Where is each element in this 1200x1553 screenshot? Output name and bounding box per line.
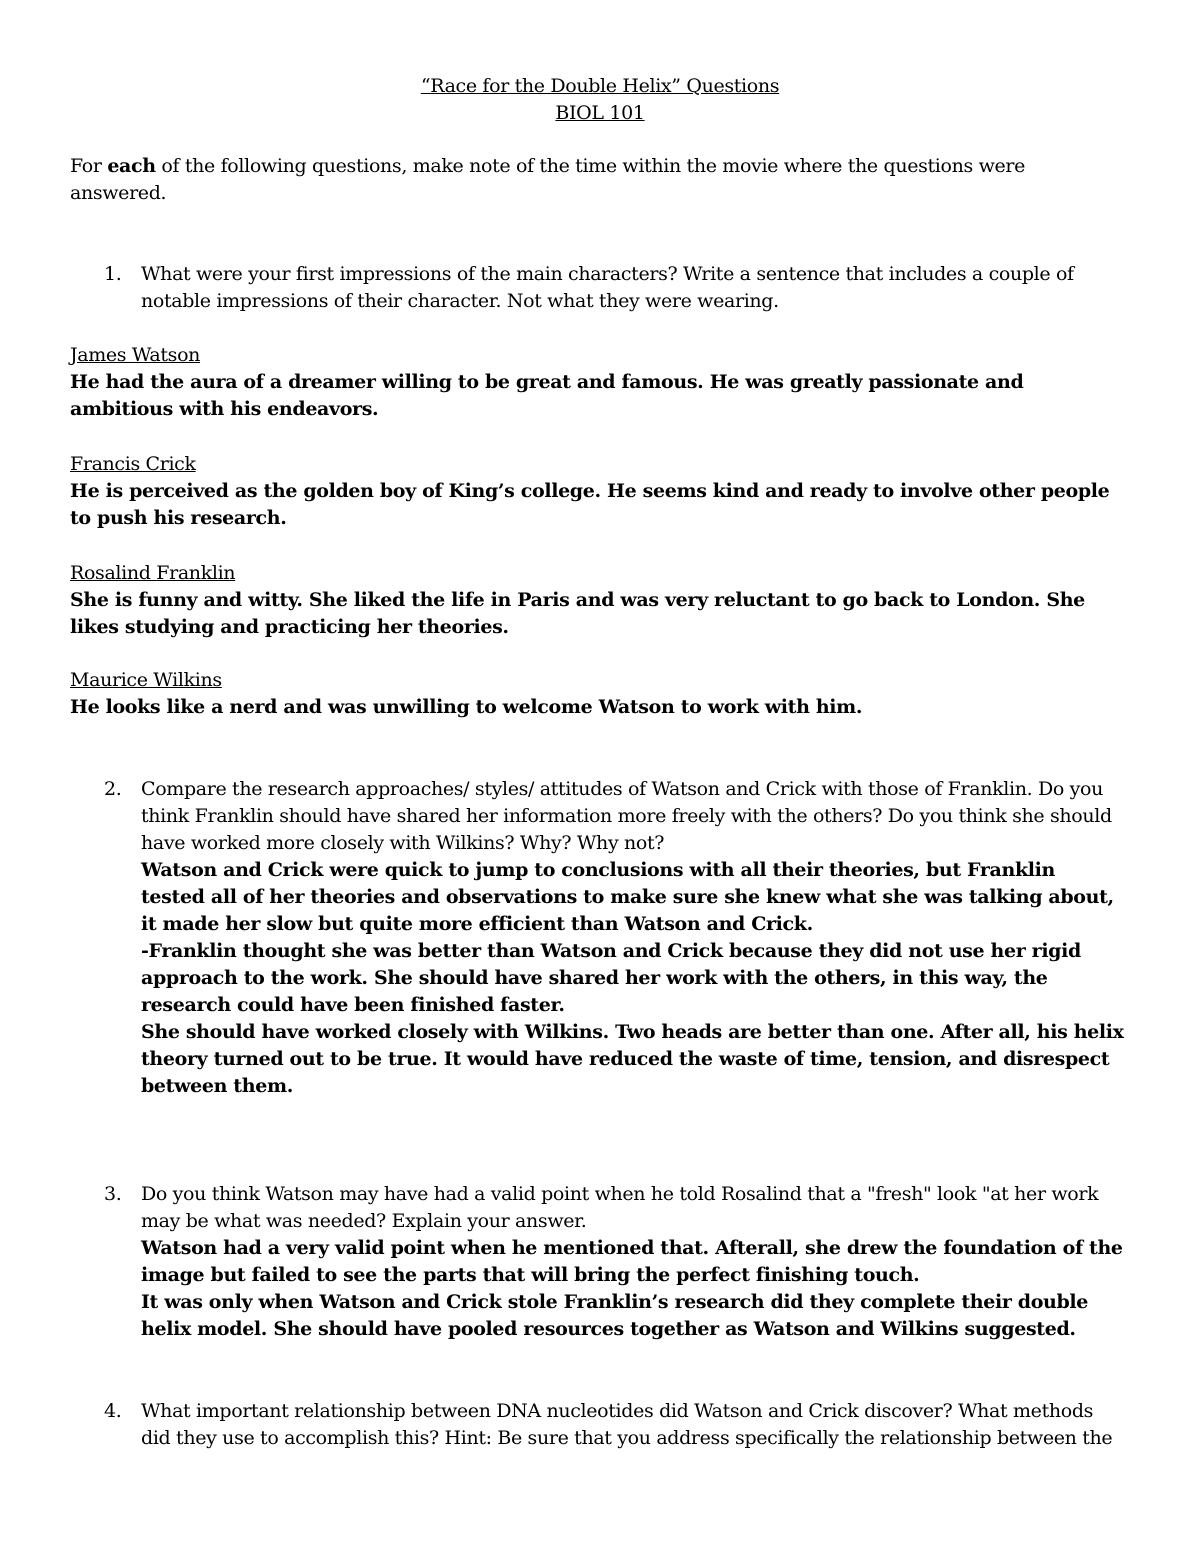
answer-paragraph-1: Watson and Crick were quick to jump to conclusions with all their theories, but Franklin tested all of her theories and observations to make sure she knew what she was talking about, it made her slow but quite more efficient than Watson and Crick. (141, 859, 1114, 935)
question-2 (104, 776, 1124, 1100)
character-answer: He is perceived as the golden boy of King’s college. He seems kind and ready to involve other people to push his research. (70, 480, 1110, 529)
character-answer: He looks like a nerd and was unwilling to welcome Watson to work with him. (70, 696, 863, 718)
answer-paragraph-2: It was only when Watson and Crick stole Franklin’s research did they complete their double helix model. She should have pooled resources together as Watson and Wilkins suggested. (141, 1291, 1089, 1340)
question-text: Compare the research approaches/ styles/ attitudes of Watson and Crick with those of Franklin. Do you think Franklin should have shared her information more freely with the others? Do you think she should have worked more closely with Wilkins? Why? Why not? (141, 778, 1112, 854)
character-name: Francis Crick (70, 453, 196, 475)
question-4 (104, 1398, 1124, 1452)
course-code: BIOL 101 (555, 102, 645, 124)
character-answer: He had the aura of a dreamer willing to be great and famous. He was greatly passionate and ambitious with his endeavors. (70, 371, 1024, 420)
character-name: Rosalind Franklin (70, 562, 236, 584)
character-francis-crick (70, 451, 1130, 532)
question-number: 2. (104, 778, 122, 800)
question-text: What were your first impressions of the main characters? Write a sentence that includes a couple of notable impressions of their character. Not what they were wearing. (141, 263, 1074, 312)
question-1 (104, 261, 1124, 315)
question-text: Do you think Watson may have had a valid point when he told Rosalind that a "fresh" look "at her work may be what was needed? Explain your answer. (141, 1183, 1099, 1232)
instructions-before: For (70, 155, 108, 177)
character-james-watson (70, 342, 1130, 423)
question-3 (104, 1181, 1124, 1343)
character-answer: She is funny and witty. She liked the life in Paris and was very reluctant to go back to London. She likes studying and practicing her theories. (70, 589, 1085, 638)
character-rosalind-franklin (70, 560, 1130, 641)
instructions (70, 153, 1080, 207)
document-title: “Race for the Double Helix” Questions (420, 75, 780, 97)
question-number: 1. (104, 263, 122, 285)
character-name: Maurice Wilkins (70, 669, 222, 691)
question-text: What important relationship between DNA nucleotides did Watson and Crick discover? What methods did they use to accomplish this? Hint: Be sure that you address specifically the relationship between the (141, 1400, 1113, 1449)
instructions-bold: each (107, 155, 156, 177)
character-name: James Watson (70, 344, 201, 366)
answer-paragraph-1: Watson had a very valid point when he mentioned that. Afterall, she drew the foundation of the image but failed to see the parts that will bring the perfect finishing touch. (141, 1237, 1123, 1286)
character-maurice-wilkins (70, 667, 1130, 721)
answer-paragraph-3: She should have worked closely with Wilkins. Two heads are better than one. After all, his helix theory turned out to be true. It would have reduced the waste of time, tension, and disrespect between them. (141, 1021, 1124, 1097)
question-number: 4. (104, 1400, 122, 1422)
question-number: 3. (104, 1183, 122, 1205)
answer-paragraph-2: -Franklin thought she was better than Watson and Crick because they did not use her rigid approach to the work. She should have shared her work with the others, in this way, the research could have been finished faster. (141, 940, 1081, 1016)
instructions-after: of the following questions, make note of the time within the movie where the questions were answered. (70, 155, 1026, 204)
